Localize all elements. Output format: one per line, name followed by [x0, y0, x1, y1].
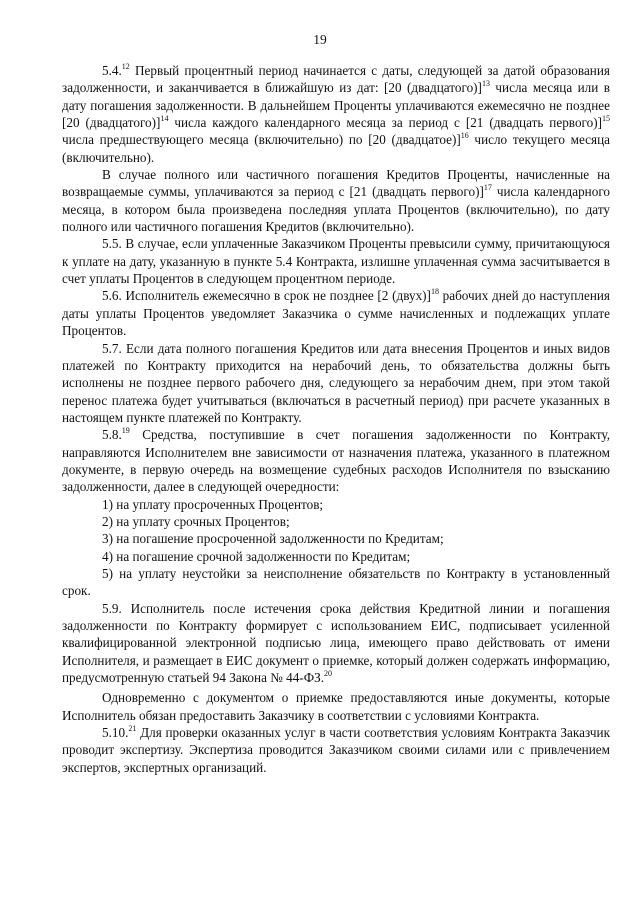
text-run: Средства, поступившие в счет погашения задолженности по Контракту, направляются Исполнителем вне зависимости от назначения платежа, указанного в платежном документе, в первую очередь на возмещение судебных расходов Исполнителя по взысканию задолженности, далее в следующей очередности: [62, 427, 610, 495]
page-number: 19 [313, 32, 327, 47]
paragraph [62, 724, 610, 776]
text-run: рабочих дней до наступления даты уплаты Процентов уведомляет Заказчика о сумме начисленных и подлежащих уплате Процентов. [62, 288, 611, 339]
text-run: 1) на уплату просроченных Процентов; [102, 496, 324, 512]
footnote-ref: 15 [602, 114, 610, 124]
text-run: 5.4. [102, 63, 122, 78]
paragraph [62, 600, 610, 687]
paragraph [62, 548, 610, 565]
footnote-ref: 21 [128, 724, 137, 734]
paragraph [62, 513, 610, 530]
document-body [62, 62, 610, 776]
footnote-ref: 14 [160, 114, 169, 124]
footnote-ref: 18 [430, 287, 439, 297]
text-run: 2) на уплату срочных Процентов; [102, 513, 290, 529]
paragraph [62, 235, 610, 287]
text-run: 3) на погашение просроченной задолженности по Кредитам; [102, 531, 444, 547]
text-run: 5.8. [102, 427, 122, 443]
text-run: числа предшествующего месяца (включительно) по [20 (двадцатое)] [62, 132, 461, 148]
text-run: 5) на уплату неустойки за неисполнение обязательств по Контракту в установленный срок. [62, 565, 610, 599]
footnote-ref: 20 [324, 669, 333, 679]
text-run: Первый процентный период начинается с даты, следующей за датой образования задолженности, и заканчивается в ближайшую из дат: [20 (двадцатого)] [62, 63, 610, 96]
text-run: 5.6. Исполнитель ежемесячно в срок не позднее [2 (двух)] [102, 288, 431, 304]
paragraph [62, 166, 610, 235]
paragraph [62, 530, 610, 547]
text-run: числа каждого календарного месяца за период с [21 (двадцать первого)] [168, 115, 602, 131]
paragraph [62, 496, 610, 513]
text-run: 5.5. В случае, если уплаченные Заказчиком Проценты превысили сумму, причитающуюся к уплате на дату, указанную в пункте 5.4 Контракта, излишне уплаченная сумма засчитывается в счет уплаты Процентов в следующем процентном периоде. [62, 236, 610, 287]
text-run: Одновременно с документом о приемке предоставляются иные документы, которые Исполнитель обязан предоставить Заказчику в соответствии с условиями Контракта. [62, 690, 610, 723]
text-run: 5.7. Если дата полного погашения Кредитов или дата внесения Процентов и иных видов платежей по Контракту приходится на нерабочий день, то обязательства должны быть исполнены не позднее первого рабочего дня, следующего за нерабочим днем, при этом такой перенос платежа будет учитываться (включаться в расчетный период) при расчете указанных в настоящем пункте платежей по Контракту. [62, 340, 610, 425]
paragraph [62, 287, 610, 339]
paragraph [62, 689, 610, 724]
footnote-ref: 17 [483, 183, 492, 193]
footnote-ref: 16 [460, 131, 469, 141]
text-run: числа месяца или в дату погашения задолженности. В дальнейшем Проценты уплачиваются ежемесячно не позднее [20 (двадцатого)] [62, 80, 610, 131]
paragraph [62, 426, 610, 495]
text-run: 5.9. Исполнитель после истечения срока действия Кредитной линии и погашения задолженности по Контракту формирует с использованием ЕИС, подписывает усиленной квалифицированной электронной подписью лица, имеющего право действовать от имени Исполнителя, и размещает в ЕИС документ о приемке, который должен содержать информацию, предусмотренную статьей 94 Закона № 44-ФЗ. [62, 600, 610, 686]
text-run: 5.10. [102, 725, 129, 741]
paragraph [62, 340, 610, 427]
text-run: числа календарного месяца, в котором была произведена последняя уплата Процентов (включительно), по дату полного или частичного погашения Кредитов (включительно). [62, 184, 610, 235]
text-run: число текущего месяца (включительно). [62, 132, 610, 165]
footnote-ref: 13 [481, 79, 490, 89]
paragraph [62, 565, 610, 600]
footnote-ref: 12 [121, 62, 130, 71]
footnote-ref: 19 [121, 426, 130, 436]
paragraph [62, 62, 610, 166]
text-run: В случае полного или частичного погашения Кредитов Проценты, начисленные на возвращаемые суммы, уплачиваются за период с [21 (двадцать первого)] [62, 167, 610, 200]
text-run: Для проверки оказанных услуг в части соответствия условиям Контракта Заказчик проводит экспертизу. Экспертиза проводится Заказчиком своими силами или с привлечением экспертов, экспертных организаций. [62, 725, 610, 775]
text-run: 4) на погашение срочной задолженности по Кредитам; [102, 548, 411, 564]
